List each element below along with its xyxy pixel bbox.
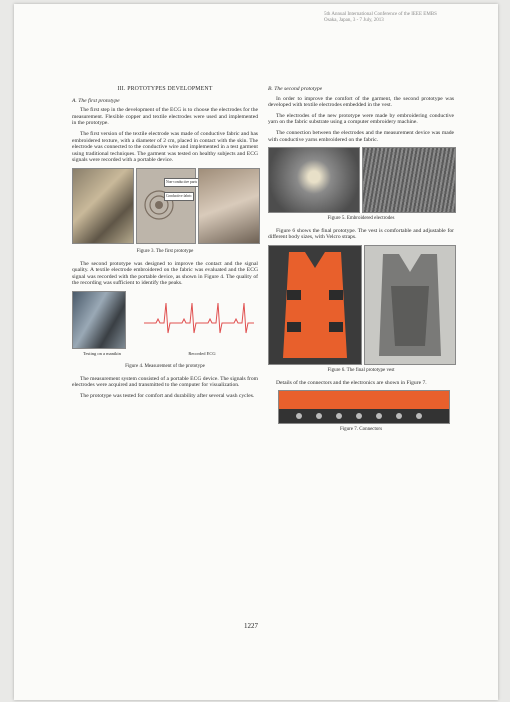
figure-4-label: Recorded ECG bbox=[188, 350, 216, 356]
figure-3-photo-textile bbox=[198, 168, 260, 244]
figure-3-label: Conductive fabric bbox=[164, 192, 194, 201]
figure-5-photo-left bbox=[268, 147, 360, 213]
paragraph: Figure 6 shows the final prototype. The vest is comfortable and adjustable for different body sizes, with Velcro straps. bbox=[268, 227, 454, 241]
paragraph: The first version of the textile electrode was made of conductive fabric and has embroidered texture, with a diameter of 2 cm, placed in contact with the skin. The electrode was connected to the conductive wire and implemented in a test garment using traditional techniques. The garment was tested on healthy subjects and ECG signals were recorded with a portable device. bbox=[72, 130, 258, 164]
figure-4-caption: Figure 4. Measurement of the prototype bbox=[125, 363, 205, 369]
paragraph: The first step in the development of the ECG is to choose the electrodes for the measurement. Flexible copper and textile electrodes were used and implemented in the prototype. bbox=[72, 107, 258, 127]
page-header bbox=[324, 12, 494, 24]
figure-6-photo-orange-vest bbox=[268, 245, 362, 365]
figure-3-photo-loom bbox=[72, 168, 134, 244]
figure-7 bbox=[268, 390, 454, 424]
subsection-title: A. The first prototype bbox=[72, 97, 120, 104]
figure-4-photo-manikin bbox=[72, 291, 126, 349]
paragraph: The connection between the electrodes and the measurement device was made with conductive yarns embroidered on the fabric. bbox=[268, 129, 454, 143]
figure-3-caption: Figure 3. The first prototype bbox=[136, 248, 194, 254]
left-column bbox=[72, 86, 258, 403]
paragraph: The second prototype was designed to improve the contact and the signal quality. A textile electrode embroidered on the fabric was evaluated and the ECG signal was recorded with the portable device, as shown in Figure 4. The quality of the recording was sufficient to identify the peaks. bbox=[72, 260, 258, 287]
figure-4-ecg-trace bbox=[144, 299, 254, 339]
section-title: III. PROTOTYPES DEVELOPMENT bbox=[117, 86, 213, 92]
figure-3 bbox=[72, 168, 258, 246]
figure-6 bbox=[268, 245, 454, 365]
figure-5-photo-right bbox=[362, 147, 456, 213]
figure-5-caption: Figure 5. Embroidered electrodes bbox=[327, 216, 395, 222]
figure-6-caption: Figure 6. The final prototype vest bbox=[327, 367, 395, 373]
header-line: Osaka, Japan, 3 - 7 July, 2013 bbox=[324, 18, 384, 23]
figure-6-photo-grey-vest bbox=[364, 245, 456, 365]
orange-vest-shape bbox=[269, 246, 361, 364]
right-column bbox=[268, 86, 454, 439]
figure-7-caption: Figure 7. Connectors bbox=[339, 427, 383, 433]
header-line: 5th Annual International Conference of the IEEE EMBS bbox=[324, 12, 437, 17]
paper-page bbox=[14, 4, 498, 700]
subsection-title: B. The second prototype bbox=[268, 86, 323, 92]
figure-5 bbox=[268, 147, 454, 213]
grey-vest-shape bbox=[365, 246, 455, 364]
figure-3-label: Non-conductive parts bbox=[164, 178, 199, 187]
paragraph: In order to improve the comfort of the garment, the second prototype was developed with textile electrodes embedded in the vest. bbox=[268, 95, 454, 109]
paragraph: The electrodes of the new prototype were made by embroidering conductive yarn on the fabric substrate using a computer embroidery machine. bbox=[268, 112, 454, 126]
paragraph: The prototype was tested for comfort and durability after several wash cycles. bbox=[80, 392, 255, 399]
figure-7-photo-connectors bbox=[278, 390, 450, 424]
paragraph: The measurement system consisted of a portable ECG device. The signals from electrodes were acquired and transmitted to the computer for visualization. bbox=[72, 375, 258, 389]
connector-row bbox=[279, 391, 449, 423]
paragraph: Details of the connectors and the electronics are shown in Figure 7. bbox=[276, 379, 427, 386]
figure-4 bbox=[72, 291, 258, 361]
figure-4-label: Testing on a manikin bbox=[83, 350, 121, 356]
page-number: 1227 bbox=[244, 622, 258, 630]
